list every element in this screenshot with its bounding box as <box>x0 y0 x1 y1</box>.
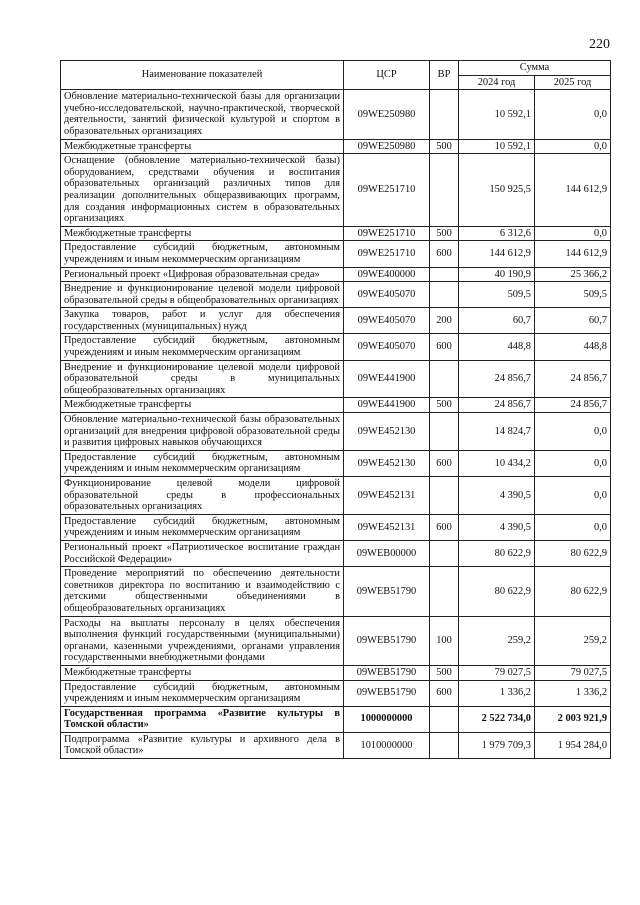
row-vr-cell: 600 <box>430 450 459 476</box>
table-row <box>61 413 611 451</box>
table-row <box>61 665 611 680</box>
table-row <box>61 360 611 398</box>
row-2024-cell: 259,2 <box>459 616 535 665</box>
row-vr-cell <box>430 360 459 398</box>
row-csr-cell: 09WE250980 <box>344 90 430 139</box>
row-2024-cell: 10 434,2 <box>459 450 535 476</box>
row-2025-cell: 448,8 <box>535 334 611 360</box>
row-vr-cell: 500 <box>430 226 459 241</box>
row-name-cell: Региональный проект «Патриотическое воспитание граждан Российской Федерации» <box>61 540 344 566</box>
row-2024-cell: 4 390,5 <box>459 514 535 540</box>
row-name-cell: Расходы на выплаты персоналу в целях обеспечения выполнения функций государственными (муниципальными) органами, казенными учреждениями, органами управления государственными внебюджетными фондами <box>61 616 344 665</box>
row-name-cell: Предоставление субсидий бюджетным, автономным учреждениям и иным некоммерческим организациям <box>61 514 344 540</box>
row-vr-cell <box>430 477 459 515</box>
row-2025-cell: 1 336,2 <box>535 680 611 706</box>
table-row <box>61 241 611 267</box>
row-2024-cell: 144 612,9 <box>459 241 535 267</box>
row-vr-cell <box>430 567 459 616</box>
row-2025-cell: 144 612,9 <box>535 241 611 267</box>
row-csr-cell: 09WE405070 <box>344 308 430 334</box>
row-csr-cell: 09WEB51790 <box>344 680 430 706</box>
row-name-cell: Региональный проект «Цифровая образовательная среда» <box>61 267 344 282</box>
table-row <box>61 616 611 665</box>
table-row <box>61 226 611 241</box>
row-2025-cell: 0,0 <box>535 450 611 476</box>
row-name-cell: Предоставление субсидий бюджетным, автономным учреждениям и иным некоммерческим организациям <box>61 241 344 267</box>
row-2025-cell: 24 856,7 <box>535 360 611 398</box>
table-row <box>61 567 611 616</box>
row-name-cell: Межбюджетные трансферты <box>61 139 344 154</box>
row-2024-cell: 10 592,1 <box>459 139 535 154</box>
row-2024-cell: 448,8 <box>459 334 535 360</box>
row-name-cell: Проведение мероприятий по обеспечению деятельности советников директора по воспитанию и взаимодействию с детскими общественными объединениями в общеобразовательных организациях <box>61 567 344 616</box>
row-2024-cell: 4 390,5 <box>459 477 535 515</box>
row-name-cell: Внедрение и функционирование целевой модели цифровой образовательной среды в общеобразовательных организациях <box>61 282 344 308</box>
row-name-cell: Внедрение и функционирование целевой модели цифровой образовательной среды в муниципальных общеобразовательных организациях <box>61 360 344 398</box>
row-vr-cell <box>430 282 459 308</box>
table-row <box>61 90 611 139</box>
row-csr-cell: 09WE441900 <box>344 398 430 413</box>
row-name-cell: Подпрограмма «Развитие культуры и архивного дела в Томской области» <box>61 732 344 758</box>
row-csr-cell: 09WE400000 <box>344 267 430 282</box>
header-vr: ВР <box>430 61 459 90</box>
table-row <box>61 139 611 154</box>
row-2024-cell: 1 979 709,3 <box>459 732 535 758</box>
row-vr-cell: 100 <box>430 616 459 665</box>
row-vr-cell <box>430 154 459 227</box>
row-csr-cell: 09WE405070 <box>344 334 430 360</box>
table-row <box>61 282 611 308</box>
row-csr-cell: 09WE452131 <box>344 514 430 540</box>
row-vr-cell <box>430 706 459 732</box>
header-2024: 2024 год <box>459 75 535 90</box>
row-2024-cell: 10 592,1 <box>459 90 535 139</box>
row-2025-cell: 0,0 <box>535 139 611 154</box>
row-2025-cell: 0,0 <box>535 413 611 451</box>
row-2025-cell: 0,0 <box>535 90 611 139</box>
table-row <box>61 334 611 360</box>
row-vr-cell: 500 <box>430 665 459 680</box>
row-name-cell: Государственная программа «Развитие культуры в Томской области» <box>61 706 344 732</box>
row-2024-cell: 6 312,6 <box>459 226 535 241</box>
row-2025-cell: 144 612,9 <box>535 154 611 227</box>
row-name-cell: Межбюджетные трансферты <box>61 226 344 241</box>
row-name-cell: Закупка товаров, работ и услуг для обеспечения государственных (муниципальных) нужд <box>61 308 344 334</box>
row-2025-cell: 80 622,9 <box>535 540 611 566</box>
row-csr-cell: 1000000000 <box>344 706 430 732</box>
row-name-cell: Предоставление субсидий бюджетным, автономным учреждениям и иным некоммерческим организациям <box>61 680 344 706</box>
row-2025-cell: 80 622,9 <box>535 567 611 616</box>
row-2025-cell: 25 366,2 <box>535 267 611 282</box>
row-2024-cell: 150 925,5 <box>459 154 535 227</box>
row-2024-cell: 1 336,2 <box>459 680 535 706</box>
row-name-cell: Обновление материально-технической базы образовательных организаций для внедрения цифровой образовательной среды и развития цифровых навыков обучающихся <box>61 413 344 451</box>
row-vr-cell: 500 <box>430 139 459 154</box>
row-csr-cell: 09WE452130 <box>344 413 430 451</box>
table-row <box>61 706 611 732</box>
row-2024-cell: 79 027,5 <box>459 665 535 680</box>
row-2024-cell: 24 856,7 <box>459 360 535 398</box>
row-csr-cell: 09WEB00000 <box>344 540 430 566</box>
table-body <box>61 90 611 759</box>
row-2025-cell: 259,2 <box>535 616 611 665</box>
row-name-cell: Межбюджетные трансферты <box>61 665 344 680</box>
table-row <box>61 732 611 758</box>
row-vr-cell <box>430 540 459 566</box>
row-csr-cell: 09WE441900 <box>344 360 430 398</box>
row-2025-cell: 79 027,5 <box>535 665 611 680</box>
row-name-cell: Предоставление субсидий бюджетным, автономным учреждениям и иным некоммерческим организациям <box>61 334 344 360</box>
row-2024-cell: 80 622,9 <box>459 540 535 566</box>
row-vr-cell: 200 <box>430 308 459 334</box>
row-2025-cell: 1 954 284,0 <box>535 732 611 758</box>
table-row <box>61 398 611 413</box>
header-2025: 2025 год <box>535 75 611 90</box>
row-csr-cell: 09WE251710 <box>344 154 430 227</box>
row-2024-cell: 24 856,7 <box>459 398 535 413</box>
row-csr-cell: 09WE452131 <box>344 477 430 515</box>
row-2025-cell: 60,7 <box>535 308 611 334</box>
row-name-cell: Оснащение (обновление материально-технической базы) оборудованием, средствами обучения и воспитания образовательных организаций различных типов для реализации дополнительных общеразвивающих программ, для создания информационных систем в образовательных организациях <box>61 154 344 227</box>
table-row <box>61 267 611 282</box>
row-csr-cell: 09WE251710 <box>344 241 430 267</box>
table-row <box>61 154 611 227</box>
row-2024-cell: 80 622,9 <box>459 567 535 616</box>
table-row <box>61 540 611 566</box>
row-vr-cell <box>430 732 459 758</box>
row-2025-cell: 0,0 <box>535 226 611 241</box>
row-csr-cell: 09WEB51790 <box>344 665 430 680</box>
row-2024-cell: 2 522 734,0 <box>459 706 535 732</box>
row-csr-cell: 09WE251710 <box>344 226 430 241</box>
row-vr-cell <box>430 413 459 451</box>
row-name-cell: Межбюджетные трансферты <box>61 398 344 413</box>
row-2025-cell: 0,0 <box>535 477 611 515</box>
row-csr-cell: 09WE250980 <box>344 139 430 154</box>
row-csr-cell: 09WE452130 <box>344 450 430 476</box>
row-csr-cell: 09WEB51790 <box>344 567 430 616</box>
table-row <box>61 308 611 334</box>
row-vr-cell: 600 <box>430 334 459 360</box>
row-vr-cell: 600 <box>430 514 459 540</box>
row-vr-cell <box>430 90 459 139</box>
row-name-cell: Обновление материально-технической базы для организации учебно-исследовательской, научно-практической, творческой деятельности, занятий физической культурой и спортом в образовательных организациях <box>61 90 344 139</box>
row-csr-cell: 1010000000 <box>344 732 430 758</box>
row-2025-cell: 2 003 921,9 <box>535 706 611 732</box>
table-row <box>61 450 611 476</box>
header-sum: Сумма <box>459 61 611 76</box>
page-number: 220 <box>589 37 610 52</box>
row-2024-cell: 509,5 <box>459 282 535 308</box>
table-row <box>61 514 611 540</box>
row-2025-cell: 24 856,7 <box>535 398 611 413</box>
row-csr-cell: 09WE405070 <box>344 282 430 308</box>
header-csr: ЦСР <box>344 61 430 90</box>
row-2024-cell: 60,7 <box>459 308 535 334</box>
row-vr-cell: 600 <box>430 241 459 267</box>
row-vr-cell: 500 <box>430 398 459 413</box>
table-row <box>61 680 611 706</box>
row-2024-cell: 14 824,7 <box>459 413 535 451</box>
row-vr-cell <box>430 267 459 282</box>
row-name-cell: Предоставление субсидий бюджетным, автономным учреждениям и иным некоммерческим организациям <box>61 450 344 476</box>
row-2024-cell: 40 190,9 <box>459 267 535 282</box>
row-2025-cell: 0,0 <box>535 514 611 540</box>
row-csr-cell: 09WEB51790 <box>344 616 430 665</box>
budget-table <box>60 60 611 759</box>
row-name-cell: Функционирование целевой модели цифровой образовательной среды в профессиональных образовательных организациях <box>61 477 344 515</box>
row-2025-cell: 509,5 <box>535 282 611 308</box>
table-row <box>61 477 611 515</box>
row-vr-cell: 600 <box>430 680 459 706</box>
header-name: Наименование показателей <box>61 61 344 90</box>
